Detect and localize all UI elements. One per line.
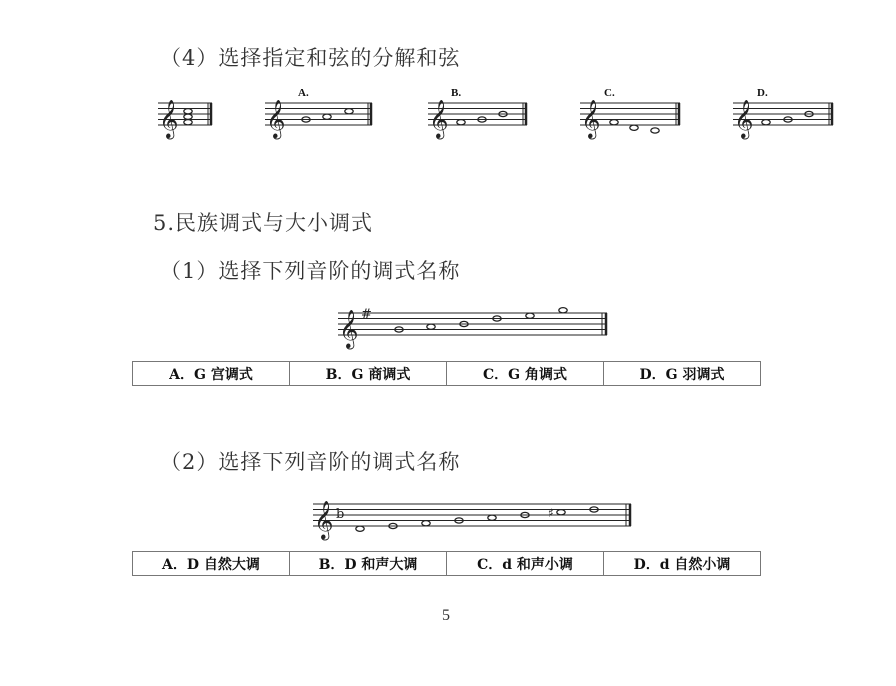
option-d-label: D. xyxy=(757,87,768,99)
option-c-label: C. xyxy=(604,87,615,99)
option-a-label: A. xyxy=(298,87,309,99)
treble-clef-icon: 𝄞 xyxy=(266,99,286,138)
q2-option-c[interactable]: C．d 和声小调 xyxy=(447,552,604,576)
treble-clef-icon: 𝄞 xyxy=(429,99,449,138)
q4-music-staves xyxy=(0,84,896,154)
treble-clef-icon: 𝄞 xyxy=(314,500,334,539)
q2-scale-staff xyxy=(308,494,638,542)
treble-clef-icon: 𝄞 xyxy=(734,99,754,138)
treble-clef-icon: 𝄞 xyxy=(339,309,359,348)
q1-option-b[interactable]: B．G 商调式 xyxy=(290,362,447,386)
sharp-key-signature: # xyxy=(361,307,372,322)
q1-scale-staff xyxy=(333,300,623,356)
q1-heading: （1）选择下列音阶的调式名称 xyxy=(160,259,461,283)
flat-key-signature: b xyxy=(336,507,345,522)
page-number: 5 xyxy=(442,607,450,624)
sharp-accidental: ♯ xyxy=(548,506,554,520)
q2-heading: （2）选择下列音阶的调式名称 xyxy=(160,450,461,474)
q1-option-c[interactable]: C．G 角调式 xyxy=(447,362,604,386)
option-a-staff xyxy=(265,87,372,140)
option-b-staff xyxy=(428,87,527,140)
q2-option-b[interactable]: B．D 和声大调 xyxy=(290,552,447,576)
given-chord-staff xyxy=(158,99,212,140)
q1-options-table xyxy=(132,361,761,386)
option-d-staff xyxy=(733,87,833,140)
option-c-staff xyxy=(580,87,680,140)
q4-heading: （4）选择指定和弦的分解和弦 xyxy=(160,46,461,70)
option-b-label: B. xyxy=(451,87,462,99)
q1-option-d[interactable]: D．G 羽调式 xyxy=(604,362,761,386)
q1-option-a[interactable]: A．G 宫调式 xyxy=(133,362,290,386)
q2-option-d[interactable]: D．d 自然小调 xyxy=(604,552,761,576)
treble-clef-icon: 𝄞 xyxy=(581,99,601,138)
section-5-heading: 5.民族调式与大小调式 xyxy=(153,211,374,235)
q2-options-table xyxy=(132,551,761,576)
q2-option-a[interactable]: A．D 自然大调 xyxy=(133,552,290,576)
treble-clef-icon: 𝄞 xyxy=(159,99,179,138)
